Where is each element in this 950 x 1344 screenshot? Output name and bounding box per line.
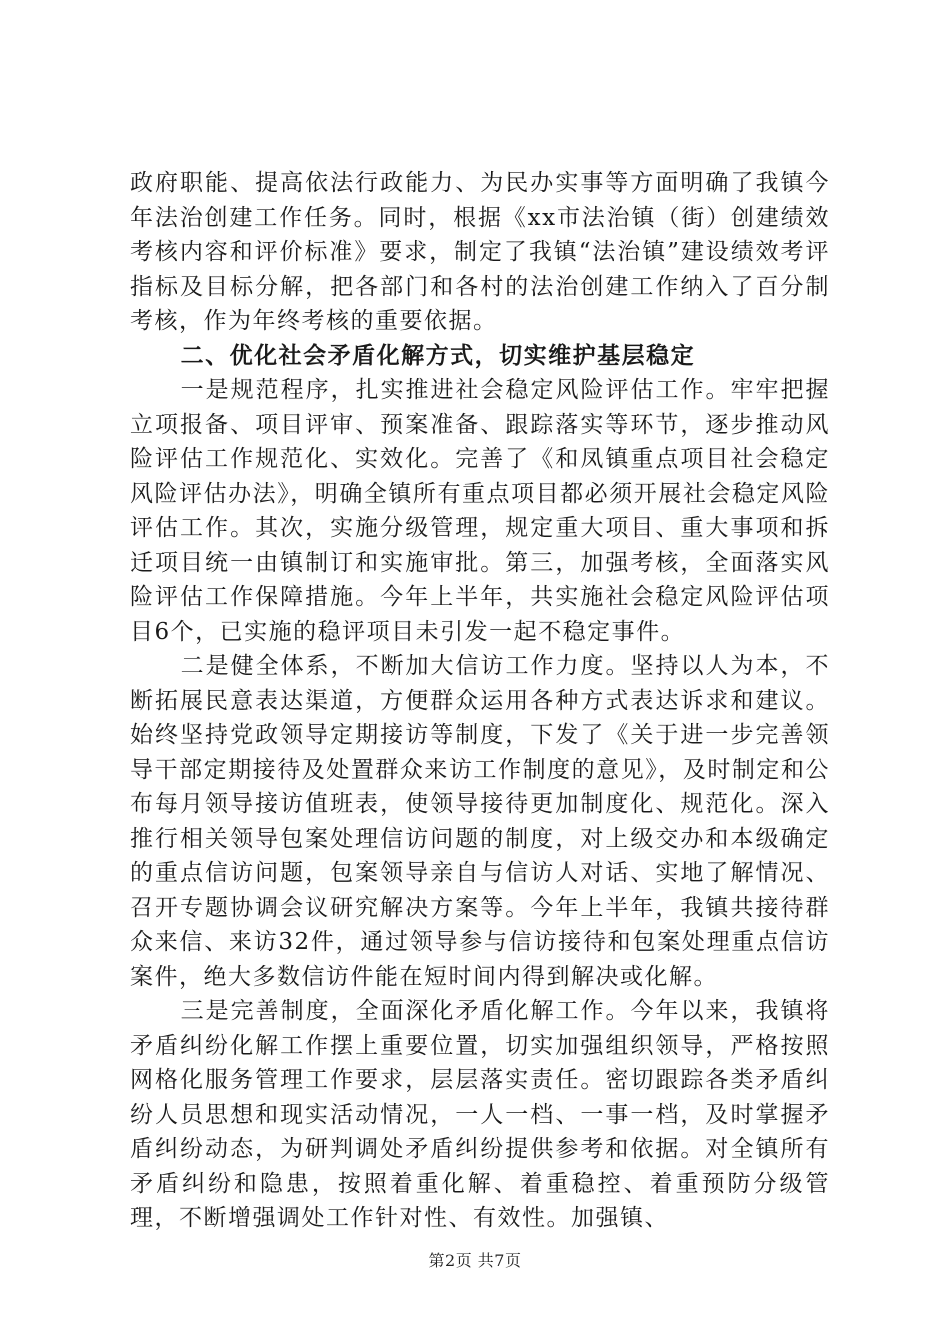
document-body: [130, 166, 830, 1236]
page-footer: 第2页 共7页: [428, 1251, 522, 1270]
paragraph-2: 一是规范程序，扎实推进社会稳定风险评估工作。牢牢把握立项报备、项目评审、预案准备、跟踪落实等环节，逐步推动风险评估工作规范化、实效化。完善了《和凤镇重点项目社会稳定风险评估办法》，明确全镇所有重点项目都必须开展社会稳定风险评估工作。其次，实施分级管理，规定重大项目、重大事项和拆迁项目统一由镇制订和实施审批。第三，加强考核，全面落实风险评估工作保障措施。今年上半年，共实施社会稳定风险评估项目6个，已实施的稳评项目未引发一起不稳定事件。: [130, 377, 830, 645]
paragraph-1: 政府职能、提高依法行政能力、为民办实事等方面明确了我镇今年法治创建工作任务。同时，根据《xx市法治镇（街）创建绩效考核内容和评价标准》要求，制定了我镇“法治镇”建设绩效考评指标及目标分解，把各部门和各村的法治创建工作纳入了百分制考核，作为年终考核的重要依据。: [130, 170, 830, 334]
paragraph-3: 二是健全体系，不断加大信访工作力度。坚持以人为本，不断拓展民意表达渠道，方便群众运用各种方式表达诉求和建议。始终坚持党政领导定期接访等制度，下发了《关于进一步完善领导干部定期接待及处置群众来访工作制度的意见》，及时制定和公布每月领导接访值班表，使领导接待更加制度化、规范化。深入推行相关领导包案处理信访问题的制度，对上级交办和本级确定的重点信访问题，包案领导亲自与信访人对话、实地了解情况、召开专题协调会议研究解决方案等。今年上半年，我镇共接待群众来信、来访32件，通过领导参与信访接待和包案处理重点信访案件，绝大多数信访件能在短时间内得到解决或化解。: [130, 653, 830, 990]
paragraph-4: 三是完善制度，全面深化矛盾化解工作。今年以来，我镇将矛盾纠纷化解工作摆上重要位置，切实加强组织领导，严格按照网格化服务管理工作要求，层层落实责任。密切跟踪各类矛盾纠纷人员思想和现实活动情况，一人一档、一事一档，及时掌握矛盾纠纷动态，为研判调处矛盾纠纷提供参考和依据。对全镇所有矛盾纠纷和隐患，按照着重化解、着重稳控、着重预防分级管理，不断增强调处工作针对性、有效性。加强镇、: [130, 998, 830, 1231]
section-heading: 二、优化社会矛盾化解方式，切实维护基层稳定: [180, 342, 696, 369]
